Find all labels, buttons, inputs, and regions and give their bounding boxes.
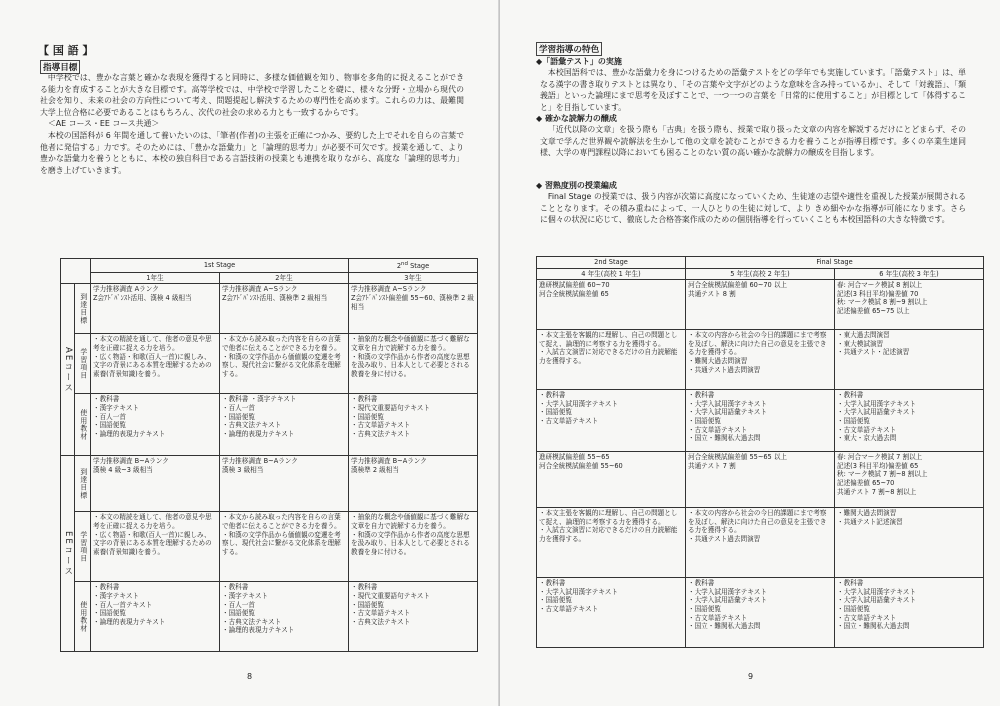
- left-curriculum-table: [60, 258, 478, 652]
- table-cell: 学力推移調査 B~Aランク 漢検 4 級~3 級相当: [91, 456, 220, 512]
- table-cell: ・本文の内容から社会の今日的課題にまで考察を及ぼし、解決に向けた自己の意見を主張できる力を獲得する。 ・難関大過去問演習 ・共通テスト過去問演習: [686, 330, 835, 390]
- stage-header: Final Stage: [686, 257, 984, 269]
- table-cell: ・教科書 ・大学入試用漢字テキスト ・大学入試用語彙テキスト ・国語便覧 ・古文単語テキスト ・東大・京大過去問: [835, 390, 984, 452]
- table-cell: 河合全統模試偏差値 55~65 以上 共通テスト 7 割: [686, 452, 835, 508]
- grade-header: 4 年生(高校 1 年生): [537, 268, 686, 280]
- table-cell: ・本文主張を客観的に理解し、自己の問題として捉え、論理的に考察する力を獲得する。 ・入試古文演習に対応できるだけの自力読解能力を獲得する。: [537, 508, 686, 578]
- table-cell: ・教科書 ・大学入試用漢字テキスト ・国語便覧 ・古文単語テキスト: [537, 390, 686, 452]
- row-label: 学習項目: [75, 512, 91, 582]
- table-cell: 学力推移調査 A~Sランク Z会ｱﾄﾞﾊﾞﾝｽﾄ活用、漢検準 2 級相当: [220, 284, 349, 334]
- table-cell: ・抽象的な概念や価値観に基づく難解な文章を自力で読解する力を養う。 ・和漢の文学作品から作者の高度な思想を汲み取り、日本人として必要とされる教養を身に付ける。: [349, 334, 478, 394]
- row-label: 使用教材: [75, 582, 91, 652]
- course-label: EEコース: [61, 456, 75, 652]
- stage-header: 2nd Stage: [537, 257, 686, 269]
- grade-header: 1年生: [91, 272, 220, 284]
- table-cell: ・教科書 ・漢字テキスト ・百人一首テキスト ・国語便覧 ・論理的表現力テキスト: [91, 582, 220, 652]
- grade-header: 3年生: [349, 272, 478, 284]
- feature-heading: ◆ 習熟度別の授業編成: [536, 181, 617, 190]
- feature-text: 「近代以降の文章」を扱う際も「古典」を扱う際も、授業で取り扱った文章の内容を解説するだけにとどまらず、その文章で学んだ世界観や読解法を生かして他の文章を読むことができる力を養うことが指導目標です。多くの卒業生達同様、大学の専門課程以降においても困ることのない質の高い確かな読解力の醸成を目指します。: [540, 125, 966, 158]
- table-cell: ・難関大過去問演習 ・共通テスト記述演習: [835, 508, 984, 578]
- table-cell: ・本文の精読を通して、他者の意見や思考を正確に捉える力を培う。 ・広く物語・和歌(百人一首)に親しみ、文字の背景にある本質を理解するための素養(背景知識)を養う。: [91, 334, 220, 394]
- table-cell: 春: 河合マーク模試 8 割以上 記述(3 科目平均)偏差値 70 秋: マーク模試 8 割~9 割以上 記述偏差値 65~75 以上: [835, 280, 984, 330]
- table-cell: ・教科書 ・漢字テキスト ・百人一首 ・国語便覧 ・論理的表現力テキスト: [91, 394, 220, 456]
- feature-text: Final Stage の授業では、扱う内容が次第に高度になっていくため、生徒達の志望や適性を重視した授業が展開されることとなります。その積み重ねによって、一人ひとりの生徒に対して、より きめ細やかな指導が可能になります。さらに個々の状況に応じて、徹底した合格答案作成のための個別指導を行っていくことも本校国語科の大きな特徴です。: [540, 192, 966, 225]
- table-cell: ・教科書 ・漢字テキスト ・百人一首 ・国語便覧 ・古典文法テキスト ・論理的表現力テキスト: [220, 582, 349, 652]
- table-cell: 進研模試偏差値 55~65 河合全統模試偏差値 55~60: [537, 452, 686, 508]
- stage-header-2nd: 2nd Stage: [349, 259, 478, 273]
- course-label: AEコース: [61, 284, 75, 456]
- table-cell: 学力推移調査 B~Aランク 漢検準 2 級相当: [349, 456, 478, 512]
- goal-paragraph: 中学校では、豊かな言葉と確かな表現を獲得すると同時に、多様な価値観を知り、物事を多角的に捉えることができる能力を育成することが大きな目標です。高等学校では、中学校で学習したことを礎に、様々な分野・立場から現代の社会を知り、未来の社会の方向性について考え、問題提起し解決するための専門性を高めます。これらの力は、最難関大学上位合格に必要であることはもちろん、次代の社会の求める力とも一致するからです。: [40, 73, 464, 117]
- grade-header: 2年生: [220, 272, 349, 284]
- table-cell: 河合全統模試偏差値 60~70 以上 共通テスト 8 割: [686, 280, 835, 330]
- section-label: 学習指導の特色: [536, 42, 602, 56]
- table-cell: ・本文から読み取った内容を自らの言葉で他者に伝えることができる力を養う。 ・和漢の文学作品から価値観の変遷を考察し、現代社会に繋がる文化体系を理解する。: [220, 334, 349, 394]
- table-cell: ・教科書 ・現代文重要語句テキスト ・国語便覧 ・古文単語テキスト ・古典文法テキスト: [349, 394, 478, 456]
- right-page: [500, 0, 1000, 706]
- table-cell: ・本文から読み取った内容を自らの言葉で他者に伝えることができる力を養う。 ・和漢の文学作品から価値観の変遷を考察し、現代社会に繋がる文化体系を理解する。: [220, 512, 349, 582]
- table-cell: ・教科書 ・大学入試用漢字テキスト ・国語便覧 ・古文単語テキスト: [537, 578, 686, 648]
- row-label: 到達目標: [75, 456, 91, 512]
- grade-header: 5 年生(高校 2 年生): [686, 268, 835, 280]
- table-cell: 学力推移調査 A~Sランク Z会ｱﾄﾞﾊﾞﾝｽﾄ偏差値 55~60、漢検準 2 級相当: [349, 284, 478, 334]
- table-cell: ・教科書 ・大学入試用漢字テキスト ・大学入試用語彙テキスト ・国語便覧 ・古文単語テキスト ・国立・難関私大過去問: [686, 578, 835, 648]
- goal-label: 指導目標: [40, 60, 80, 74]
- grade-header: 6 年生(高校 3 年生): [835, 268, 984, 280]
- subject-title: 【 国 語 】: [38, 44, 94, 57]
- table-corner: [61, 259, 91, 284]
- table-cell: ・本文の内容から社会の今日的課題にまで考察を及ぼし、解決に向けた自己の意見を主張できる力を獲得する。 ・共通テスト過去問演習: [686, 508, 835, 578]
- table-cell: 春: 河合マーク模試 7 割以上 記述(3 科目平均)偏差値 65 秋: マーク模試 7 割~8 割以上 記述偏差値 65~70 共通テスト 7 割~8 割以上: [835, 452, 984, 508]
- table-cell: ・抽象的な概念や価値観に基づく難解な文章を自力で読解する力を養う。 ・和漢の文学作品から作者の高度な思想を汲み取り、日本人として必要とされる教養を身に付ける。: [349, 512, 478, 582]
- table-cell: ・教科書 ・漢字テキスト ・百人一首 ・国語便覧 ・古典文法テキスト ・論理的表現力テキスト: [220, 394, 349, 456]
- table-cell: ・本文主張を客観的に理解し、自己の問題として捉え、論理的に考察する力を獲得する。 ・入試古文演習に対応できるだけの自力読解能力を獲得する。: [537, 330, 686, 390]
- course-common-heading: ＜AE コース・EE コース共通＞: [47, 119, 160, 129]
- page-number: 9: [748, 672, 754, 681]
- table-cell: ・東大過去問演習 ・東大模試演習 ・共通テスト・記述演習: [835, 330, 984, 390]
- row-label: 使用教材: [75, 394, 91, 456]
- feature-text: 本校国語科では、豊かな語彙力を身につけるための語彙テストをどの学年でも実施しています。「語彙テスト」は、単なる漢字の書き取りテストとは異なり、「その言葉や文字がどのような意味を含み持っているか」、そして「対義語」、「類義語」といった論理にまで思考を及ぼすことで、一つ一つの言葉を「日常的に使用すること」が目標として「体得すること」を目指しています。: [540, 68, 966, 112]
- feature-heading: ◆ 確かな読解力の醸成: [536, 114, 617, 123]
- row-label: 学習項目: [75, 334, 91, 394]
- table-cell: ・教科書 ・大学入試用漢字テキスト ・大学入試用語彙テキスト ・国語便覧 ・古文単語テキスト ・国立・難関私大過去問: [835, 578, 984, 648]
- table-cell: 学力推移調査 Aランク Z会ｱﾄﾞﾊﾞﾝｽﾄ活用、漢検 4 級相当: [91, 284, 220, 334]
- table-cell: ・本文の精読を通して、他者の意見や思考を正確に捉える力を培う。 ・広く物語・和歌(百人一首)に親しみ、文字の背景にある本質を理解するための素養(背景知識)を養う。: [91, 512, 220, 582]
- table-cell: ・教科書 ・現代文重要語句テキスト ・国語便覧 ・古文単語テキスト ・古典文法テキスト: [349, 582, 478, 652]
- table-cell: ・教科書 ・大学入試用漢字テキスト ・大学入試用語彙テキスト ・国語便覧 ・古文単語テキスト ・国立・難関私大過去問: [686, 390, 835, 452]
- row-label: 到達目標: [75, 284, 91, 334]
- table-cell: 学力推移調査 B~Aランク 漢検 3 級相当: [220, 456, 349, 512]
- stage-header: 1st Stage: [91, 259, 349, 273]
- feature-heading: ◆「語彙テスト」の実施: [536, 57, 622, 66]
- table-cell: 進研模試偏差値 60~70 河合全統模試偏差値 65: [537, 280, 686, 330]
- goal-paragraph: 本校の国語科が 6 年間を通して養いたいのは、「筆者(作者)の主張を正確につかみ、要約した上でそれを自らの言葉で他者に発信する」力です。そのためには、「豊かな語彙力」と「論理的思考力」が必要不可欠です。授業を通して、より豊かな語彙力を養うとともに、本校の独自科目である言語技術の授業とも連携を取りながら、高度な「論理的思考力」を磨き上げていきます。: [40, 130, 464, 175]
- goal-text: [40, 72, 464, 176]
- page-number: 8: [247, 672, 253, 681]
- right-curriculum-table: [536, 256, 984, 648]
